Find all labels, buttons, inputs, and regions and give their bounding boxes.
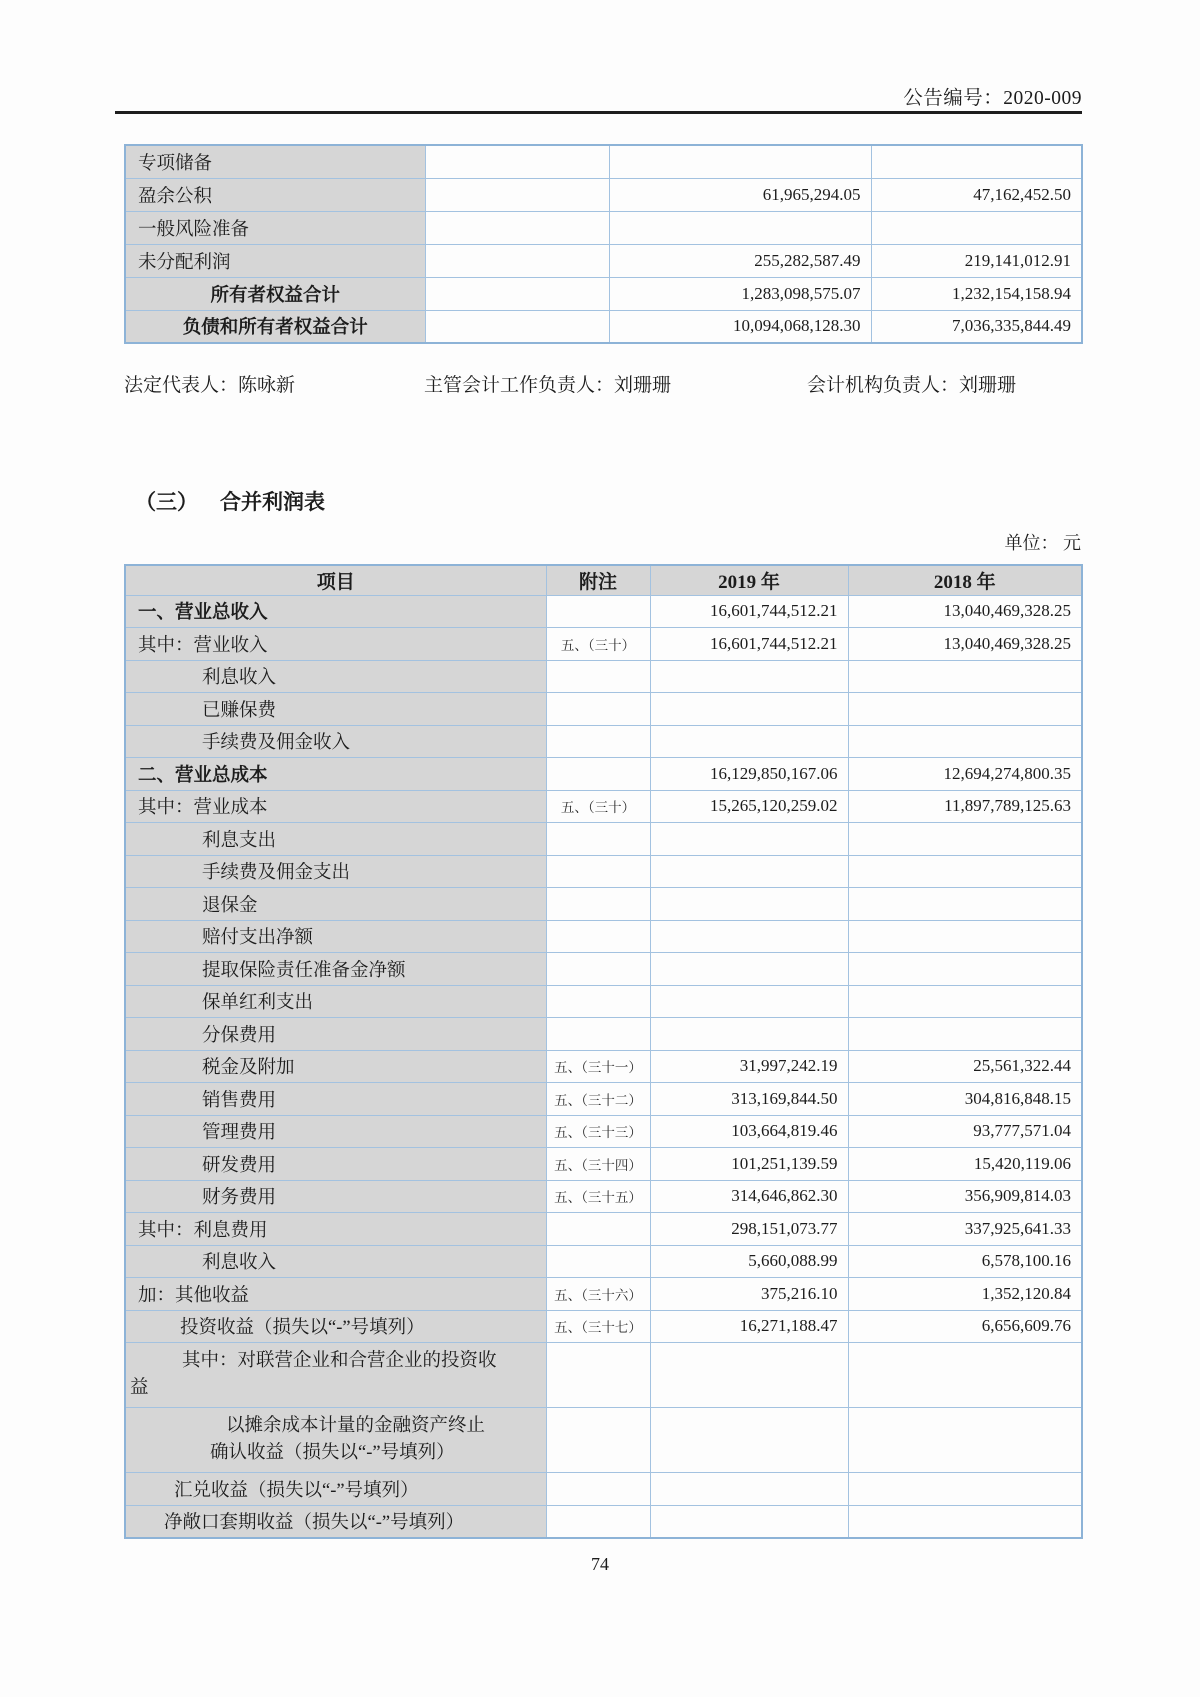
value-2018-cell: 356,909,814.03 <box>848 1180 1082 1213</box>
value-2019-cell: 16,129,850,167.06 <box>650 758 848 791</box>
signature-line <box>124 370 1081 396</box>
table-row <box>125 1408 1082 1473</box>
value-2019-cell <box>650 1018 848 1051</box>
item-cell: 未分配利润 <box>125 244 425 277</box>
value-2019-cell: 16,271,188.47 <box>650 1310 848 1343</box>
value-2019-cell <box>650 985 848 1018</box>
value-2019-cell <box>650 823 848 856</box>
header-2019: 2019 年 <box>650 565 848 595</box>
value-2019-cell: 61,965,294.05 <box>609 178 871 211</box>
table-row <box>125 758 1082 791</box>
section-heading <box>135 486 325 516</box>
table-row <box>125 595 1082 628</box>
value-2019-cell: 5,660,088.99 <box>650 1245 848 1278</box>
value-2019-cell <box>650 953 848 986</box>
value-2018-cell <box>848 1505 1082 1538</box>
table-row <box>125 953 1082 986</box>
table-row <box>125 1473 1082 1506</box>
value-2019-cell: 103,664,819.46 <box>650 1115 848 1148</box>
value-2018-cell: 304,816,848.15 <box>848 1083 1082 1116</box>
value-2018-cell: 1,352,120.84 <box>848 1278 1082 1311</box>
value-2018-cell: 1,232,154,158.94 <box>871 277 1082 310</box>
item-cell: 其中：营业成本 <box>125 790 546 823</box>
item-cell: 退保金 <box>125 888 546 921</box>
value-2019-cell: 31,997,242.19 <box>650 1050 848 1083</box>
item-cell: 销售费用 <box>125 1083 546 1116</box>
note-cell <box>546 1473 650 1506</box>
table-row <box>125 1018 1082 1051</box>
table-row <box>125 725 1082 758</box>
table-row <box>125 1278 1082 1311</box>
header-row <box>125 565 1082 595</box>
table-row <box>125 1343 1082 1408</box>
item-cell: 一、营业总收入 <box>125 595 546 628</box>
note-cell <box>425 211 609 244</box>
note-cell <box>425 244 609 277</box>
note-cell <box>425 145 609 178</box>
note-cell <box>546 1245 650 1278</box>
note-cell <box>546 823 650 856</box>
item-cell: 负债和所有者权益合计 <box>125 310 425 343</box>
value-2019-cell: 255,282,587.49 <box>609 244 871 277</box>
item-cell: 保单红利支出 <box>125 985 546 1018</box>
value-2018-cell: 219,141,012.91 <box>871 244 1082 277</box>
table-row <box>125 985 1082 1018</box>
header-rule <box>115 111 1082 114</box>
equity-table-section <box>124 144 1083 344</box>
table-row <box>125 145 1082 178</box>
note-cell <box>546 1408 650 1473</box>
value-2019-cell <box>650 1505 848 1538</box>
value-2018-cell <box>848 693 1082 726</box>
table-row <box>125 1083 1082 1116</box>
note-cell: 五、（三十二） <box>546 1083 650 1116</box>
item-cell: 已赚保费 <box>125 693 546 726</box>
value-2019-cell <box>650 693 848 726</box>
value-2019-cell: 375,216.10 <box>650 1278 848 1311</box>
table-row <box>125 1180 1082 1213</box>
value-2019-cell: 10,094,068,128.30 <box>609 310 871 343</box>
announcement-number: 公告编号：2020-009 <box>903 88 1082 109</box>
table-row <box>125 823 1082 856</box>
note-cell <box>546 1505 650 1538</box>
note-cell <box>546 595 650 628</box>
value-2019-cell <box>650 855 848 888</box>
item-cell: 研发费用 <box>125 1148 546 1181</box>
item-cell: 管理费用 <box>125 1115 546 1148</box>
value-2018-cell: 12,694,274,800.35 <box>848 758 1082 791</box>
item-cell: 利息收入 <box>125 660 546 693</box>
note-cell <box>546 725 650 758</box>
note-cell <box>546 1213 650 1246</box>
note-cell: 五、（三十） <box>546 790 650 823</box>
note-cell: 五、（三十七） <box>546 1310 650 1343</box>
value-2019-cell: 15,265,120,259.02 <box>650 790 848 823</box>
note-cell <box>425 277 609 310</box>
item-cell: 净敞口套期收益（损失以“-”号填列） <box>125 1505 546 1538</box>
note-cell <box>546 758 650 791</box>
table-row <box>125 244 1082 277</box>
item-text-line: 益 <box>130 1378 149 1398</box>
value-2018-cell <box>848 660 1082 693</box>
note-cell: 五、（三十六） <box>546 1278 650 1311</box>
item-cell: 二、营业总成本 <box>125 758 546 791</box>
item-cell: 手续费及佣金支出 <box>125 855 546 888</box>
chief-accountant: 主管会计工作负责人：刘珊珊 <box>424 375 672 396</box>
item-cell <box>125 1343 546 1408</box>
item-cell: 财务费用 <box>125 1180 546 1213</box>
note-cell: 五、（三十三） <box>546 1115 650 1148</box>
value-2018-cell: 25,561,322.44 <box>848 1050 1082 1083</box>
item-cell <box>125 1408 546 1473</box>
income-statement-table <box>124 564 1083 1539</box>
header-2018: 2018 年 <box>848 565 1082 595</box>
table-row <box>125 1245 1082 1278</box>
value-2019-cell: 298,151,073.77 <box>650 1213 848 1246</box>
value-2019-cell: 101,251,139.59 <box>650 1148 848 1181</box>
accounting-dept-head: 会计机构负责人：刘珊珊 <box>807 375 1017 396</box>
table-row <box>125 1213 1082 1246</box>
note-cell <box>425 178 609 211</box>
item-text-line: 以摊余成本计量的金融资产终止 <box>226 1416 486 1436</box>
header-item: 项目 <box>125 565 546 595</box>
value-2018-cell: 47,162,452.50 <box>871 178 1082 211</box>
item-cell: 提取保险责任准备金净额 <box>125 953 546 986</box>
item-cell: 利息收入 <box>125 1245 546 1278</box>
value-2018-cell <box>848 985 1082 1018</box>
table-row <box>125 693 1082 726</box>
value-2018-cell: 6,656,609.76 <box>848 1310 1082 1343</box>
item-cell: 税金及附加 <box>125 1050 546 1083</box>
value-2018-cell: 93,777,571.04 <box>848 1115 1082 1148</box>
note-cell <box>546 693 650 726</box>
value-2019-cell <box>650 1473 848 1506</box>
value-2018-cell <box>848 855 1082 888</box>
value-2019-cell: 314,646,862.30 <box>650 1180 848 1213</box>
value-2018-cell <box>871 145 1082 178</box>
item-cell: 分保费用 <box>125 1018 546 1051</box>
note-cell <box>546 920 650 953</box>
item-cell: 其中：利息费用 <box>125 1213 546 1246</box>
value-2018-cell: 337,925,641.33 <box>848 1213 1082 1246</box>
item-cell: 专项储备 <box>125 145 425 178</box>
legal-representative: 法定代表人：陈咏新 <box>124 375 296 396</box>
item-text-line: 其中：对联营企业和合营企业的投资收 <box>182 1351 497 1371</box>
note-cell <box>546 660 650 693</box>
note-cell <box>546 888 650 921</box>
value-2018-cell <box>848 920 1082 953</box>
table-row <box>125 628 1082 661</box>
value-2019-cell: 313,169,844.50 <box>650 1083 848 1116</box>
value-2019-cell <box>650 920 848 953</box>
unit-label: 单位： 元 <box>1004 533 1081 553</box>
note-cell <box>546 1018 650 1051</box>
item-cell: 加：其他收益 <box>125 1278 546 1311</box>
table-row <box>125 310 1082 343</box>
item-cell: 其中：营业收入 <box>125 628 546 661</box>
table-row <box>125 1148 1082 1181</box>
value-2018-cell <box>848 1408 1082 1473</box>
note-cell <box>546 855 650 888</box>
table-row <box>125 1505 1082 1538</box>
value-2018-cell <box>848 953 1082 986</box>
note-cell <box>425 310 609 343</box>
table-row <box>125 660 1082 693</box>
section-title: 合并利润表 <box>220 490 325 514</box>
value-2018-cell: 6,578,100.16 <box>848 1245 1082 1278</box>
value-2018-cell <box>848 1473 1082 1506</box>
income-statement-section <box>124 564 1083 1539</box>
value-2019-cell: 16,601,744,512.21 <box>650 595 848 628</box>
item-cell: 所有者权益合计 <box>125 277 425 310</box>
table-row <box>125 1050 1082 1083</box>
note-cell <box>546 985 650 1018</box>
value-2018-cell: 15,420,119.06 <box>848 1148 1082 1181</box>
table-row <box>125 920 1082 953</box>
item-cell: 一般风险准备 <box>125 211 425 244</box>
value-2018-cell <box>871 211 1082 244</box>
equity-table <box>124 144 1083 344</box>
table-row <box>125 1310 1082 1343</box>
page-number: 74 <box>591 1554 609 1574</box>
table-row <box>125 1115 1082 1148</box>
value-2019-cell: 16,601,744,512.21 <box>650 628 848 661</box>
header-note: 附注 <box>546 565 650 595</box>
note-cell: 五、（三十四） <box>546 1148 650 1181</box>
value-2019-cell <box>650 725 848 758</box>
note-cell: 五、（三十） <box>546 628 650 661</box>
value-2018-cell <box>848 888 1082 921</box>
note-cell <box>546 953 650 986</box>
value-2019-cell <box>650 1343 848 1408</box>
table-row <box>125 277 1082 310</box>
value-2018-cell: 11,897,789,125.63 <box>848 790 1082 823</box>
item-cell: 汇兑收益（损失以“-”号填列） <box>125 1473 546 1506</box>
note-cell: 五、（三十五） <box>546 1180 650 1213</box>
value-2019-cell <box>650 660 848 693</box>
table-row <box>125 855 1082 888</box>
item-cell: 手续费及佣金收入 <box>125 725 546 758</box>
item-cell: 投资收益（损失以“-”号填列） <box>125 1310 546 1343</box>
table-row <box>125 211 1082 244</box>
value-2018-cell <box>848 1018 1082 1051</box>
value-2018-cell: 13,040,469,328.25 <box>848 628 1082 661</box>
value-2019-cell <box>609 211 871 244</box>
value-2018-cell: 13,040,469,328.25 <box>848 595 1082 628</box>
value-2019-cell: 1,283,098,575.07 <box>609 277 871 310</box>
value-2018-cell <box>848 823 1082 856</box>
table-row <box>125 888 1082 921</box>
value-2019-cell <box>650 1408 848 1473</box>
section-number: （三） <box>135 490 198 514</box>
table-row <box>125 790 1082 823</box>
note-cell <box>546 1343 650 1408</box>
item-text-line: 确认收益（损失以“-”号填列） <box>210 1443 455 1463</box>
table-row <box>125 178 1082 211</box>
item-cell: 盈余公积 <box>125 178 425 211</box>
value-2019-cell <box>650 888 848 921</box>
value-2018-cell <box>848 1343 1082 1408</box>
item-cell: 赔付支出净额 <box>125 920 546 953</box>
note-cell: 五、（三十一） <box>546 1050 650 1083</box>
item-cell: 利息支出 <box>125 823 546 856</box>
value-2018-cell <box>848 725 1082 758</box>
value-2019-cell <box>609 145 871 178</box>
value-2018-cell: 7,036,335,844.49 <box>871 310 1082 343</box>
